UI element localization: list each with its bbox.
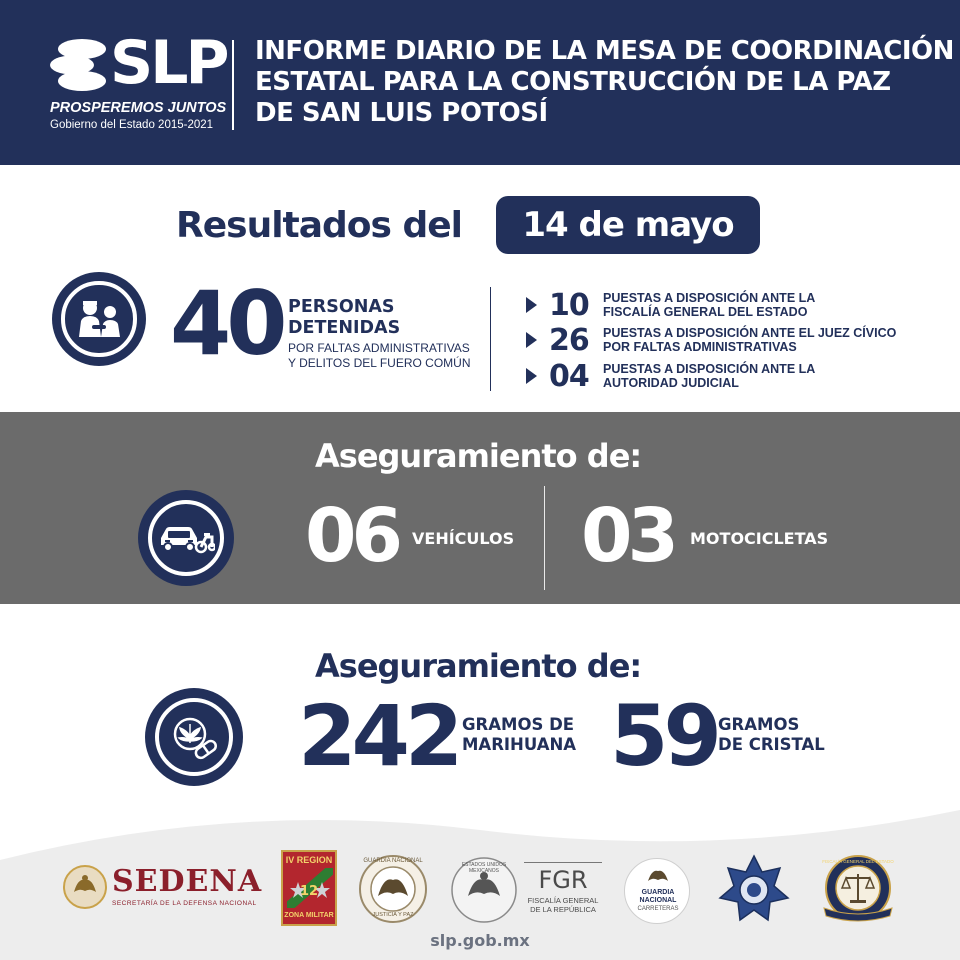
detained-person-icon (52, 272, 146, 366)
disposition-text (603, 362, 815, 390)
motorcycles-label: MOTOCICLETAS (690, 529, 829, 548)
results-title: Resultados del (176, 205, 463, 246)
disposition-text-line: FISCALÍA GENERAL DEL ESTADO (603, 305, 808, 319)
slp-logo-text: SLP (110, 28, 227, 98)
cannabis-pill-icon (145, 688, 243, 786)
fgr-subtitle-line: FISCALÍA GENERAL (527, 896, 599, 905)
police-star-icon (718, 854, 790, 926)
disposition-text-line: PUESTAS A DISPOSICIÓN ANTE LA (603, 291, 816, 305)
eagle-icon (646, 865, 670, 887)
detained-sublabel-line: Y DELITOS DEL FUERO COMÚN (288, 356, 471, 370)
disposition-row (526, 323, 896, 357)
disposition-count: 10 (549, 287, 589, 323)
fgr-rule (524, 862, 602, 863)
fgr-subtitle-line: DE LA REPÚBLICA (530, 905, 596, 914)
seal-bottom-text: JUSTICIA Y PAZ (372, 912, 414, 918)
detained-sublabel-line: POR FALTAS ADMINISTRATIVAS (288, 341, 470, 355)
detained-count: 40 (170, 272, 283, 375)
header-banner (0, 0, 960, 165)
disposition-text (603, 326, 896, 354)
detained-sublabel (288, 341, 470, 371)
car-motorcycle-icon (138, 490, 234, 586)
detained-label (288, 297, 400, 339)
eagle-seal-icon (62, 864, 108, 910)
marijuana-grams: 242 (298, 687, 459, 785)
fgr-subtitle (524, 896, 602, 914)
disposition-text-line: AUTORIDAD JUDICIAL (603, 376, 739, 390)
zone-region: IV REGION (285, 855, 333, 865)
fgr-logo (524, 862, 602, 922)
vehicles-title: Aseguramiento de: (315, 437, 642, 475)
seal-ring-text: FISCALÍA GENERAL DEL ESTADO (822, 859, 894, 864)
guardia-nacional-seal (358, 854, 428, 924)
logo-government: Gobierno del Estado 2015-2021 (50, 119, 214, 131)
marijuana-label-line: MARIHUANA (462, 735, 577, 754)
crystal-label (718, 715, 825, 755)
crystal-label-line: DE CRISTAL (718, 735, 825, 754)
detained-label-line: DETENIDAS (288, 318, 401, 338)
disposition-row (526, 288, 815, 322)
guardia-carreteras-logo (624, 858, 690, 924)
vehicles-divider (544, 486, 545, 590)
website-url[interactable]: slp.gob.mx (430, 931, 530, 950)
sedena-logo (62, 864, 262, 914)
marijuana-label-line: GRAMOS DE (462, 715, 575, 734)
disposition-text-line: PUESTAS A DISPOSICIÓN ANTE LA (603, 362, 816, 376)
report-title-line: INFORME DIARIO DE LA MESA DE COORDINACIÓN (255, 36, 954, 66)
report-title (255, 36, 954, 129)
vehicles-count: 06 (305, 493, 398, 579)
vehicles-label: VEHÍCULOS (412, 529, 515, 548)
date-badge: 14 de mayo (496, 196, 760, 254)
disposition-count: 26 (549, 322, 589, 358)
crystal-grams: 59 (610, 687, 717, 785)
justice-scale-seal-icon (820, 854, 896, 926)
carreteras-text (625, 889, 691, 913)
marijuana-label (462, 715, 576, 755)
motorcycles-count: 03 (581, 493, 674, 579)
mexico-seal (450, 856, 518, 924)
crystal-label-line: GRAMOS (718, 715, 800, 734)
fiscalia-estado-logo (820, 854, 896, 926)
sedena-name: SEDENA (112, 864, 263, 899)
disposition-text-line: PUESTAS A DISPOSICIÓN ANTE EL JUEZ CÍVICO (603, 326, 897, 340)
fgr-name: FGR (538, 866, 588, 894)
report-title-line: DE SAN LUIS POTOSÍ (255, 98, 548, 128)
disposition-count: 04 (549, 358, 589, 394)
seal-ring-text: GUARDIA NACIONAL (363, 858, 423, 864)
arrow-right-icon (526, 332, 537, 348)
police-star-logo (718, 854, 790, 926)
disposition-text (603, 291, 815, 319)
carreteras-text-line: GUARDIA (641, 889, 675, 896)
disposition-text-line: POR FALTAS ADMINISTRATIVAS (603, 340, 797, 354)
results-divider (490, 287, 491, 391)
slp-logo-mark-icon (50, 36, 110, 94)
logo-tagline: PROSPEREMOS JUNTOS (50, 100, 227, 116)
arrow-right-icon (526, 368, 537, 384)
zone-label: ZONA MILITAR (284, 912, 334, 919)
detained-label-line: PERSONAS (288, 297, 395, 317)
military-zone-logo (281, 850, 337, 926)
seal-ring-text: ESTADOS UNIDOS MEXICANOS (461, 862, 507, 874)
arrow-right-icon (526, 297, 537, 313)
drugs-title: Aseguramiento de: (315, 647, 642, 685)
sedena-subtitle: SECRETARÍA DE LA DEFENSA NACIONAL (112, 900, 257, 907)
zone-number: 12 (299, 884, 319, 899)
disposition-row (526, 359, 815, 393)
vehicles-section (0, 412, 960, 604)
header-divider (232, 40, 234, 130)
partner-logos (0, 850, 960, 930)
carreteras-text-line: CARRETERAS (637, 906, 679, 912)
carreteras-text-line: NACIONAL (639, 897, 677, 904)
report-title-line: ESTATAL PARA LA CONSTRUCCIÓN DE LA PAZ (255, 67, 891, 97)
